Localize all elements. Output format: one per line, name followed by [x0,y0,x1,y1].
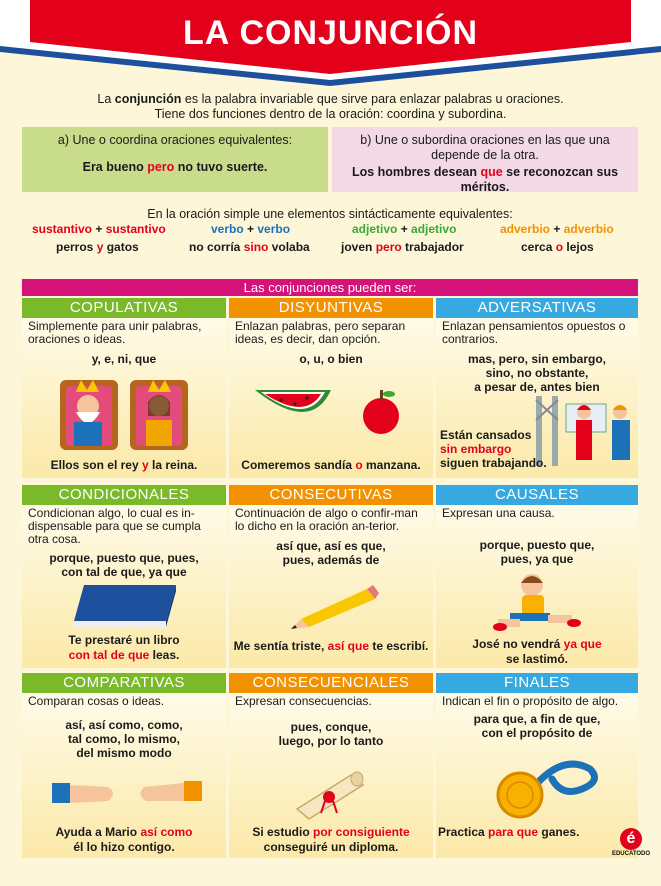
pencil-icon [281,585,381,629]
card-consecutivas-desc: Continuación de algo o confir-man lo dicho en la oración an-terior. [235,506,418,533]
medal-icon [492,759,602,819]
intro-text: La conjunción es la palabra invariable que sirve para enlazar palabras u oraciones. Tiene dos funciones dentro de la oración: coordina y subordina. [97,92,564,121]
king-queen-icon [54,372,194,452]
card-finales-title: FINALES [436,673,638,693]
card-condicionales-example: Te prestaré un libro con tal de que leas. [68,633,180,662]
watermelon-apple-icon [251,382,411,442]
card-disyuntivas [229,298,433,478]
card-causales-title: CAUSALES [436,485,638,505]
pair-adverbio-example: cerca o lejos [521,240,594,254]
card-adversativas [436,298,638,478]
card-consecutivas-words: así que, así es que, pues, además de [276,539,386,567]
pair-sustantivo-example: perros y gatos [56,240,139,254]
educatodo-logo-text: EDUCATODO [611,851,651,857]
card-comparativas-desc: Comparan cosas o ideas. [28,694,165,708]
card-disyuntivas-title: DISYUNTIVAS [229,298,433,318]
page-title: LA CONJUNCIÓN [182,14,479,52]
function-coordina-example: Era bueno pero no tuvo suerte. [82,160,268,174]
card-consecutivas-example: Me sentía triste, así que te escribí. [233,639,429,653]
card-copulativas-desc: Simplemente para unir palabras, oraciones o ideas. [28,319,202,346]
card-condicionales-title: CONDICIONALES [22,485,226,505]
card-disyuntivas-words: o, u, o bien [299,352,363,366]
card-finales [436,673,638,858]
card-causales-words: porque, puesto que, pues, ya que [479,538,595,566]
function-coordina-box [22,127,328,192]
card-copulativas-words: y, e, ni, que [91,352,157,366]
card-disyuntivas-desc: Enlazan palabras, pero separan ideas, es decir, dan opción. [235,319,406,346]
function-coordina-label: a) Une o coordina oraciones equivalentes: [57,133,293,147]
card-causales-example: José no vendrá ya que se lastimó. [472,637,602,666]
card-condicionales [22,485,226,668]
card-disyuntivas-example: Comeremos sandía o manzana. [241,458,421,472]
card-adversativas-words: mas, pero, sin embargo, sino, no obstante, a pesar de, antes bien [467,352,607,394]
workers-bridge-icon [532,390,638,470]
pair-verbo-example: no corría sino volaba [189,240,310,254]
card-comparativas-title: COMPARATIVAS [22,673,226,693]
function-subordina-label: b) Une o subordina oraciones en las que una depende de la otra. [360,133,610,162]
pair-adjetivo-example: joven pero trabajador [341,240,464,254]
card-consecuenciales [229,673,433,858]
card-comparativas-example: Ayuda a Mario así como él lo hizo contigo. [55,825,193,854]
card-copulativas-example: Ellos son el rey y la reina. [50,458,198,472]
function-subordina-example: Los hombres desean que se reconozcan sus méritos. [351,165,619,194]
card-condicionales-words: porque, puesto que, pues, con tal de que, ya que [49,551,199,579]
card-causales [436,485,638,668]
simple-sentence-intro: En la oración simple une elementos sintácticamente equivalentes: [147,207,513,221]
card-finales-words: para que, a fin de que, con el propósito de [473,712,601,740]
card-finales-desc: Indican el fin o propósito de algo. [442,694,619,708]
card-copulativas-title: COPULATIVAS [22,298,226,318]
function-subordina-box [332,127,638,192]
injured-boy-icon [492,571,582,633]
educatodo-logo-mark: é [620,828,642,850]
card-consecutivas [229,485,433,668]
pair-adverbio: adverbio + adverbio [500,222,614,236]
card-condicionales-desc: Condicionan algo, lo cual es in-dispensable para que se cumpla otra cosa. [28,506,201,546]
types-header: Las conjunciones pueden ser: [22,279,638,296]
card-finales-example: Practica para que ganes. [438,825,580,839]
card-adversativas-desc: Enlazan pensamientos opuestos o contrarios. [442,319,626,346]
card-adversativas-title: ADVERSATIVAS [436,298,638,318]
pair-sustantivo: sustantivo + sustantivo [32,222,166,236]
card-consecuenciales-desc: Expresan consecuencias. [235,694,372,708]
card-consecuenciales-example: Si estudio por consiguiente conseguiré un diploma. [252,825,410,854]
diploma-icon [291,769,371,821]
card-consecutivas-title: CONSECUTIVAS [229,485,433,505]
card-comparativas [22,673,226,858]
card-copulativas [22,298,226,478]
card-causales-desc: Expresan una causa. [442,506,555,520]
card-adversativas-example: Están cansados sin embargo siguen trabajando. [440,428,547,470]
pair-adjetivo: adjetivo + adjetivo [352,222,457,236]
book-icon [70,581,180,629]
card-comparativas-words: así, así como, como, tal como, lo mismo, del mismo modo [65,718,183,760]
card-consecuenciales-title: CONSECUENCIALES [229,673,433,693]
handshake-icon [52,773,202,813]
educatodo-logo [611,828,651,858]
card-consecuenciales-words: pues, conque, luego, por lo tanto [278,720,384,748]
pair-verbo: verbo + verbo [211,222,291,236]
